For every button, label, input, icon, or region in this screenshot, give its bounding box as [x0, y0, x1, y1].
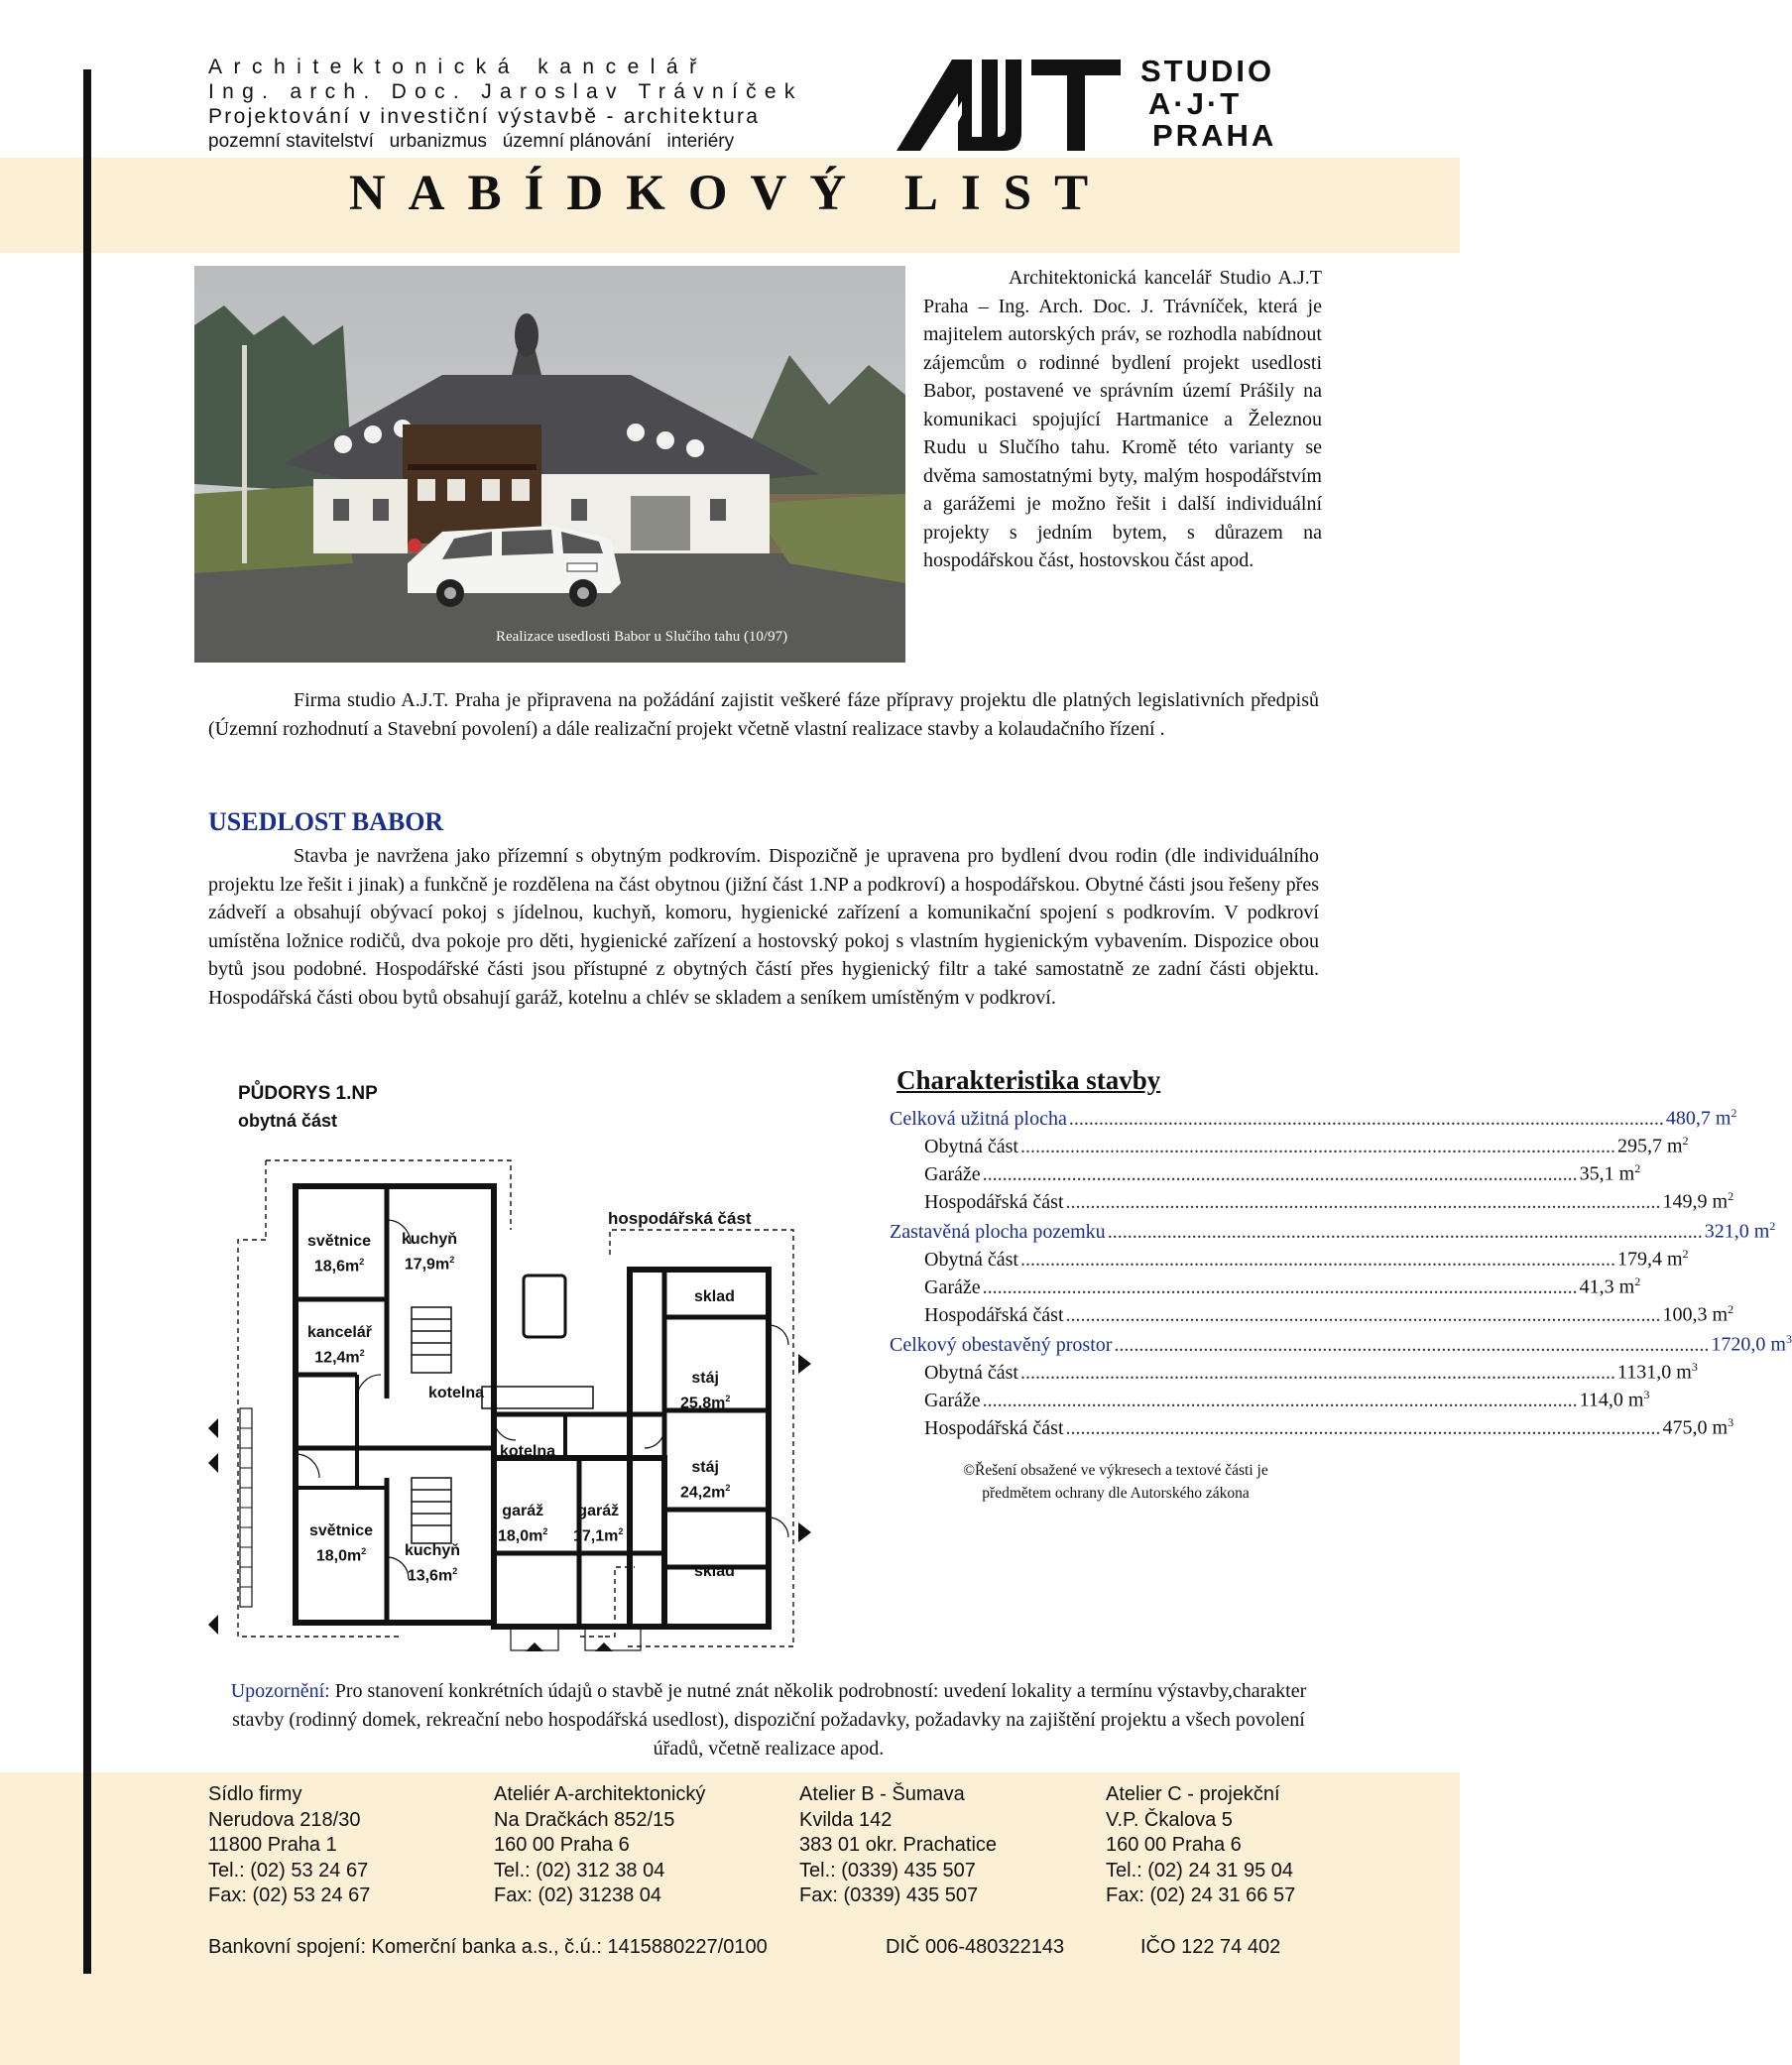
characteristics-label: Hospodářská část	[924, 1303, 1064, 1326]
ajt-logo-icon	[893, 56, 1123, 153]
leader-dots: ........................................................................................................................	[1065, 1190, 1661, 1213]
leader-dots: ........................................................................................................................	[1065, 1416, 1661, 1439]
plan-farm-label: hospodářská část	[608, 1209, 752, 1228]
characteristics-row	[924, 1408, 1734, 1439]
plan-room-label: kotelna	[428, 1385, 485, 1401]
footer-column-atelier-b: Atelier B - Šumava Kvilda 142 383 01 okr. Prachatice Tel.: (0339) 435 507 Fax: (0339) 435 507	[799, 1783, 998, 1906]
logo-text-praha: PRAHA	[1152, 118, 1277, 153]
characteristics-label: Hospodářská část	[924, 1416, 1064, 1439]
dic-number: DIČ 006-480322143	[886, 1936, 1065, 1958]
characteristics-label: Obytná část	[924, 1135, 1018, 1157]
plan-room-label: kotelna	[500, 1443, 556, 1460]
copyright-note: ©Řešení obsažené ve výkresech a textové části je předmětem ochrany dle Autorského zákona	[963, 1462, 1268, 1502]
leader-dots: ........................................................................................................................	[1019, 1248, 1615, 1271]
plan-room-label: stáj $25,8m^2$	[680, 1370, 731, 1412]
characteristics-label: Hospodářská část	[924, 1190, 1064, 1213]
warning-label: Upozornění:	[230, 1680, 330, 1702]
characteristics-row	[924, 1381, 1650, 1411]
characteristics-label: Obytná část	[924, 1248, 1018, 1271]
leader-dots: ........................................................................................................................	[982, 1162, 1578, 1185]
plan-room-label: stáj $24,2m^2$	[680, 1459, 731, 1502]
characteristics-row	[924, 1268, 1641, 1298]
bank-details: Bankovní spojení: Komerční banka a.s., č.ú.: 1415880227/0100	[208, 1936, 768, 1958]
leader-dots: ........................................................................................................................	[982, 1389, 1578, 1411]
leader-dots: ........................................................................................................................	[1114, 1333, 1710, 1356]
floor-plan-drawing	[208, 1151, 823, 1666]
footer-column-headquarters: Sídlo firmy Nerudova 218/30 11800 Praha 1 Tel.: (02) 53 24 67 Fax: (02) 53 24 67	[208, 1783, 371, 1906]
footer-column-atelier-c: Atelier C - projekční V.P. Čkalova 5 160 00 Praha 6 Tel.: (02) 24 31 95 04 Fax: (02) 24 31 66 57	[1106, 1783, 1296, 1906]
characteristics-value: 41,3 $m^2$	[1579, 1275, 1641, 1298]
warning-note	[218, 1677, 1319, 1763]
header-line-3: Projektování v investiční výstavbě - architektura	[208, 105, 761, 128]
plan-room-label: kancelář $12,4m^2$	[307, 1324, 372, 1367]
characteristics-label: Garáže	[924, 1162, 981, 1185]
leader-dots: ........................................................................................................................	[1065, 1303, 1661, 1326]
characteristics-value: 114,0 $m^3$	[1579, 1388, 1650, 1411]
plan-room-label: světnice $18,6m^2$	[307, 1233, 372, 1275]
leader-dots: ........................................................................................................................	[1107, 1220, 1703, 1243]
plan-room-label: kuchyň $17,9m^2$	[402, 1231, 458, 1274]
intro-text: Architektonická kancelář Studio A.J.T Praha – Ing. Arch. Doc. J. Trávníček, která je majitelem autorských práv, se rozhodla nabídnout zájemcům o rodinné bydlení projekt usedlosti Babor, postavené ve správním území Prášily na komunikaci spojující Hartmanice a Železnou Rudu u Slučího tahu. Kromě této varianty se dvěma samostatnými byty, malým hospodářstvím a garážemi je možno řešit i další individuální projekty s jedním bytem, s důrazem na hospodářskou část, hostovskou část apod.	[923, 267, 1322, 571]
header-line-4: pozemní stavitelství urbanizmus územní plánování interiéry	[208, 131, 735, 152]
characteristics-label: Celkový obestavěný prostor	[890, 1333, 1113, 1356]
characteristics-row	[924, 1154, 1641, 1185]
left-margin-bar	[83, 69, 91, 1974]
plan-room-label: garáž $17,1m^2$	[573, 1503, 624, 1545]
page-title: NABÍDKOVÝ LIST	[348, 166, 1112, 221]
plan-subtitle: obytná část	[238, 1111, 338, 1131]
characteristics-value: 35,1 $m^2$	[1579, 1161, 1641, 1185]
characteristics-label: Garáže	[924, 1275, 981, 1298]
logo-text-ajt: A·J·T	[1148, 86, 1243, 121]
plan-room-label: sklad	[694, 1288, 735, 1305]
characteristics-label: Celková užitná plocha	[890, 1107, 1067, 1130]
characteristics-row	[924, 1127, 1689, 1157]
characteristics-row	[924, 1240, 1689, 1271]
leader-dots: ........................................................................................................................	[1068, 1107, 1664, 1130]
plan-room-label: garáž $18,0m^2$	[498, 1503, 548, 1545]
characteristics-row	[890, 1212, 1776, 1243]
characteristics-row	[890, 1325, 1792, 1356]
characteristics-value: 100,3 $m^2$	[1662, 1302, 1734, 1326]
characteristics-row	[924, 1353, 1698, 1384]
characteristics-value: 295,7 $m^2$	[1616, 1134, 1689, 1157]
characteristics-row	[890, 1099, 1737, 1130]
section-paragraph: Stavba je navržena jako přízemní s obytným podkrovím. Dispozičně je upravena pro bydlení dvou rodin (dle individuálního projektu lze řešit i jinak) a funkčně je rozdělena na část obytnou (jižní část 1.NP a podkroví) a hospodářskou. Obytné části jsou řešeny přes zádveří a obsahují obývací pokoj s jídelnou, kuchyň, komoru, hygienické zařízení a komunikační spojení s podkrovím. V podkroví umístěna ložnice rodičů, dva pokoje pro děti, hygienické zařízení a hostovský pokoj s vlastním hygienickým vybavením. Dispozice obou bytů jsou podobné. Hospodářské části jsou přístupné z obytných částí přes hygienický filtr a také samostatně ze zadní části objektu. Hospodářská části obou bytů obsahují garáž, kotelnu a chlév se skladem a seníkem umístěným v podkroví.	[208, 845, 1319, 1009]
logo-text-studio: STUDIO	[1140, 54, 1275, 88]
section-heading: USEDLOST BABOR	[208, 807, 444, 836]
characteristics-value: 179,4 $m^2$	[1616, 1247, 1689, 1271]
leader-dots: ........................................................................................................................	[982, 1275, 1578, 1298]
leader-dots: ........................................................................................................................	[1019, 1135, 1615, 1157]
characteristics-label: Zastavěná plocha pozemku	[890, 1220, 1106, 1243]
warning-text: Pro stanovení konkrétních údajů o stavbě je nutné znát několik podrobností: uvedení lokality a termínu výstavby,charakter stavby (rodinný domek, rekreační nebo hospodářská usedlost), dispoziční požadavky, požadavky na zajištění projektu a všech povolení úřadů, včetně realizace apod.	[232, 1680, 1307, 1760]
header-line-1: Architektonická kancelář	[208, 56, 708, 78]
characteristics-value: 149,9 $m^2$	[1662, 1189, 1734, 1213]
plan-room-label: kuchyň $13,6m^2$	[405, 1542, 461, 1585]
footer-column-atelier-a: Ateliér A-architektonický Na Dračkách 852/15 160 00 Praha 6 Tel.: (02) 312 38 04 Fax: (02) 31238 04	[494, 1783, 706, 1906]
characteristics-value: 1131,0 $m^3$	[1616, 1360, 1698, 1384]
characteristics-title: Charakteristika stavby	[896, 1065, 1161, 1095]
characteristics-row	[924, 1295, 1734, 1326]
plan-room-label: světnice $18,0m^2$	[309, 1522, 374, 1565]
firm-paragraph: Firma studio A.J.T. Praha je připravena na požádání zajistit veškeré fáze přípravy projektu dle platných legislativních předpisů (Územní rozhodnutí a Stavební povolení) a dále realizační projekt včetně vlastní realizace stavby a kolaudačního řízení .	[208, 689, 1319, 740]
leader-dots: ........................................................................................................................	[1019, 1361, 1615, 1384]
ico-number: IČO 122 74 402	[1140, 1936, 1281, 1958]
photo-caption: Realizace usedlosti Babor u Slučího tahu (10/97)	[496, 629, 788, 645]
characteristics-value: 1720,0 $m^3$	[1711, 1332, 1792, 1356]
characteristics-label: Garáže	[924, 1389, 981, 1411]
characteristics-value: 480,7 $m^2$	[1665, 1106, 1737, 1130]
characteristics-row	[924, 1182, 1734, 1213]
plan-room-label: sklad	[694, 1563, 735, 1580]
plan-title: PŮDORYS 1.NP	[238, 1083, 378, 1104]
characteristics-label: Obytná část	[924, 1361, 1018, 1384]
characteristics-value: 475,0 $m^3$	[1662, 1415, 1734, 1439]
characteristics-value: 321,0 $m^2$	[1704, 1219, 1776, 1243]
house-photo	[194, 266, 905, 663]
header-line-2: Ing. arch. Doc. Jaroslav Trávníček	[208, 80, 803, 103]
